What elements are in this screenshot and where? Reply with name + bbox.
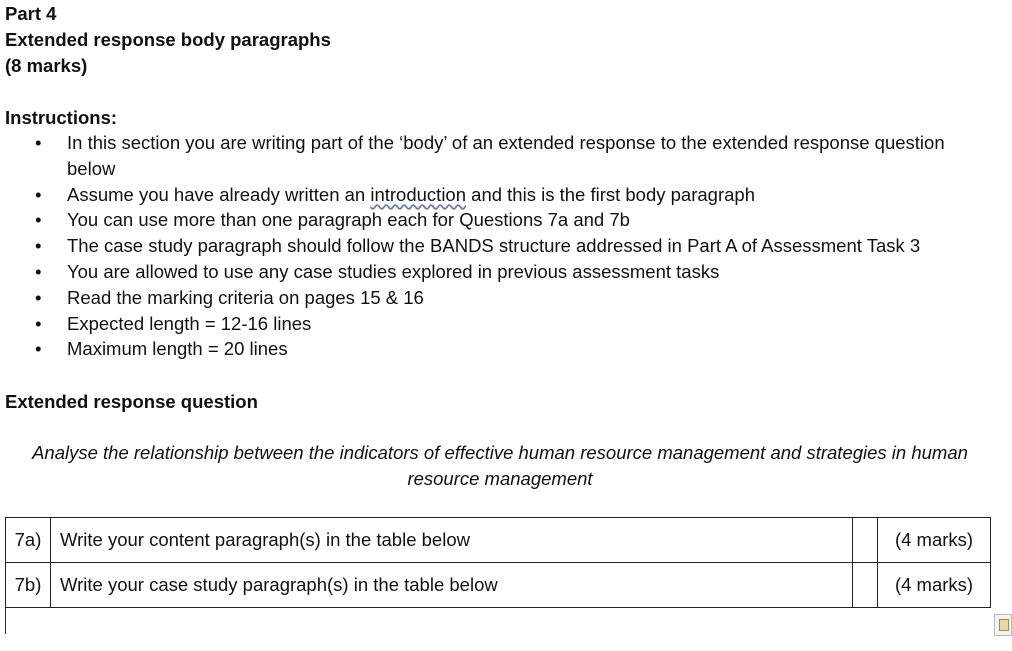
bullet-icon: • bbox=[35, 260, 42, 282]
text-cursor bbox=[5, 608, 6, 634]
list-item: • Read the marking criteria on pages 15 & 16 bbox=[5, 285, 995, 311]
list-item: • You can use more than one paragraph each for Questions 7a and 7b bbox=[5, 207, 995, 233]
list-item: • In this section you are writing part of the ‘body’ of an extended response to the extended response question below bbox=[35, 132, 945, 179]
list-item: • Maximum length = 20 lines bbox=[5, 336, 995, 362]
bullet-icon: • bbox=[35, 286, 42, 308]
list-item: • You are allowed to use any case studies explored in previous assessment tasks bbox=[5, 259, 995, 285]
bullet-icon: • bbox=[35, 183, 42, 205]
row-instruction[interactable]: Write your content paragraph(s) in the table below bbox=[51, 518, 853, 563]
bullet-icon: • bbox=[35, 235, 42, 257]
spellcheck-word[interactable]: introduction bbox=[370, 183, 467, 205]
question-number: 7b) bbox=[6, 563, 51, 608]
marks-table bbox=[5, 517, 991, 608]
bullet-icon: • bbox=[35, 209, 42, 231]
blank-cell[interactable] bbox=[853, 518, 878, 563]
row-instruction[interactable]: Write your case study paragraph(s) in the table below bbox=[51, 563, 853, 608]
list-item: • Assume you have already written an introduction and this is the first body paragraph bbox=[5, 182, 995, 208]
list-item: • Expected length = 12-16 lines bbox=[5, 311, 995, 337]
list-item: • The case study paragraph should follow the BANDS structure addressed in Part A of Assessment Task 3 bbox=[5, 233, 995, 259]
section-title: Extended response body paragraphs bbox=[5, 29, 331, 50]
table-row bbox=[6, 518, 991, 563]
row-marks: (4 marks) bbox=[878, 518, 991, 563]
bullet-icon: • bbox=[35, 132, 42, 153]
bullet-icon: • bbox=[35, 312, 42, 334]
bullet-icon: • bbox=[35, 338, 42, 360]
question-text: Analyse the relationship between the indicators of effective human resource management and strategies in human resource management bbox=[32, 442, 968, 489]
instructions-list bbox=[5, 130, 995, 362]
section-marks: (8 marks) bbox=[5, 55, 88, 76]
question-heading: Extended response question bbox=[5, 391, 258, 412]
table-row bbox=[6, 563, 991, 608]
row-marks: (4 marks) bbox=[878, 563, 991, 608]
paste-options-icon[interactable] bbox=[994, 614, 1012, 636]
instructions-heading: Instructions: bbox=[5, 107, 118, 128]
blank-cell[interactable] bbox=[853, 563, 878, 608]
part-label: Part 4 bbox=[5, 3, 57, 24]
question-number: 7a) bbox=[6, 518, 51, 563]
